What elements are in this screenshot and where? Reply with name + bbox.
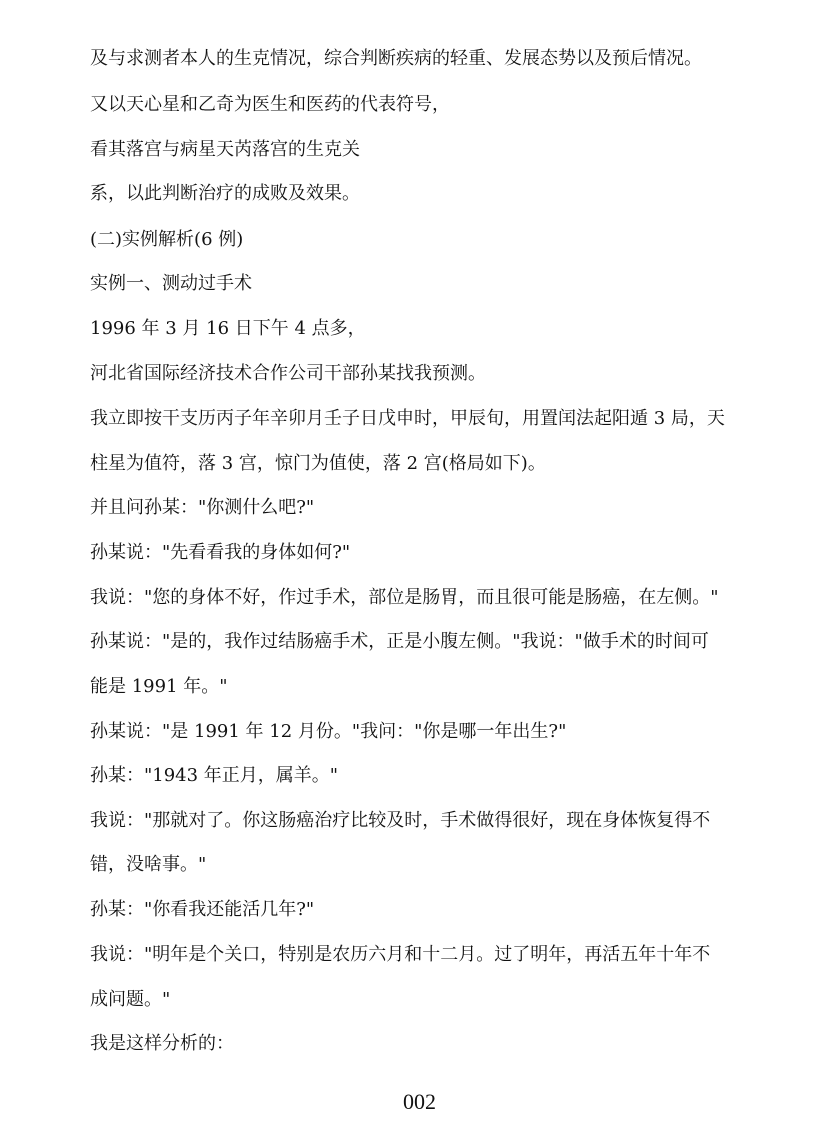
text-line-4: 系，以此判断治疗的成败及效果。	[90, 183, 360, 204]
text-line-8: 河北省国际经济技术合作公司干部孙某找我预测。	[90, 363, 486, 384]
text-line-18: 我说："那就对了。你这肠癌治疗比较及时，手术做得很好，现在身体恢复得不	[90, 810, 711, 831]
text-line-13: 我说："您的身体不好，作过手术，部位是肠胃，而且很可能是肠癌，在左侧。"	[90, 587, 719, 608]
text-line-10: 柱星为值符，落 3 宫，惊门为值使，落 2 宫(格局如下)。	[90, 453, 546, 474]
text-line-3: 看其落宫与病星天芮落宫的生克关	[90, 139, 360, 160]
text-line-14: 孙某说："是的，我作过结肠癌手术，正是小腹左侧。"我说："做手术的时间可	[90, 631, 709, 652]
text-line-17: 孙某："1943 年正月，属羊。"	[90, 765, 339, 786]
page-number: 002	[403, 1089, 436, 1114]
text-line-20: 孙某："你看我还能活几年?"	[90, 899, 315, 920]
text-line-22: 成问题。"	[90, 989, 171, 1010]
text-line-9: 我立即按干支历丙子年辛卯月壬子日戊申时，甲辰旬，用置闰法起阳遁 3 局，天	[90, 408, 725, 429]
text-line-15: 能是 1991 年。"	[90, 676, 228, 697]
text-line-19: 错，没啥事。"	[90, 854, 207, 875]
text-line-21: 我说："明年是个关口，特别是农历六月和十二月。过了明年，再活五年十年不	[90, 944, 711, 965]
text-line-1: 及与求测者本人的生克情况，综合判断疾病的轻重、发展态势以及预后情况。	[90, 48, 702, 69]
text-line-11: 并且问孙某："你测什么吧?"	[90, 497, 315, 518]
text-line-12: 孙某说："先看看我的身体如何?"	[90, 542, 351, 563]
text-line-23: 我是这样分析的：	[90, 1033, 234, 1054]
text-line-7: 1996 年 3 月 16 日下午 4 点多，	[90, 318, 366, 339]
section-heading: (二)实例解析(6 例)	[90, 229, 244, 250]
text-line-2: 又以天心星和乙奇为医生和医药的代表符号，	[90, 94, 450, 115]
example-title: 实例一、测动过手术	[90, 273, 252, 294]
text-line-16: 孙某说："是 1991 年 12 月份。"我问："你是哪一年出生?"	[90, 721, 567, 742]
